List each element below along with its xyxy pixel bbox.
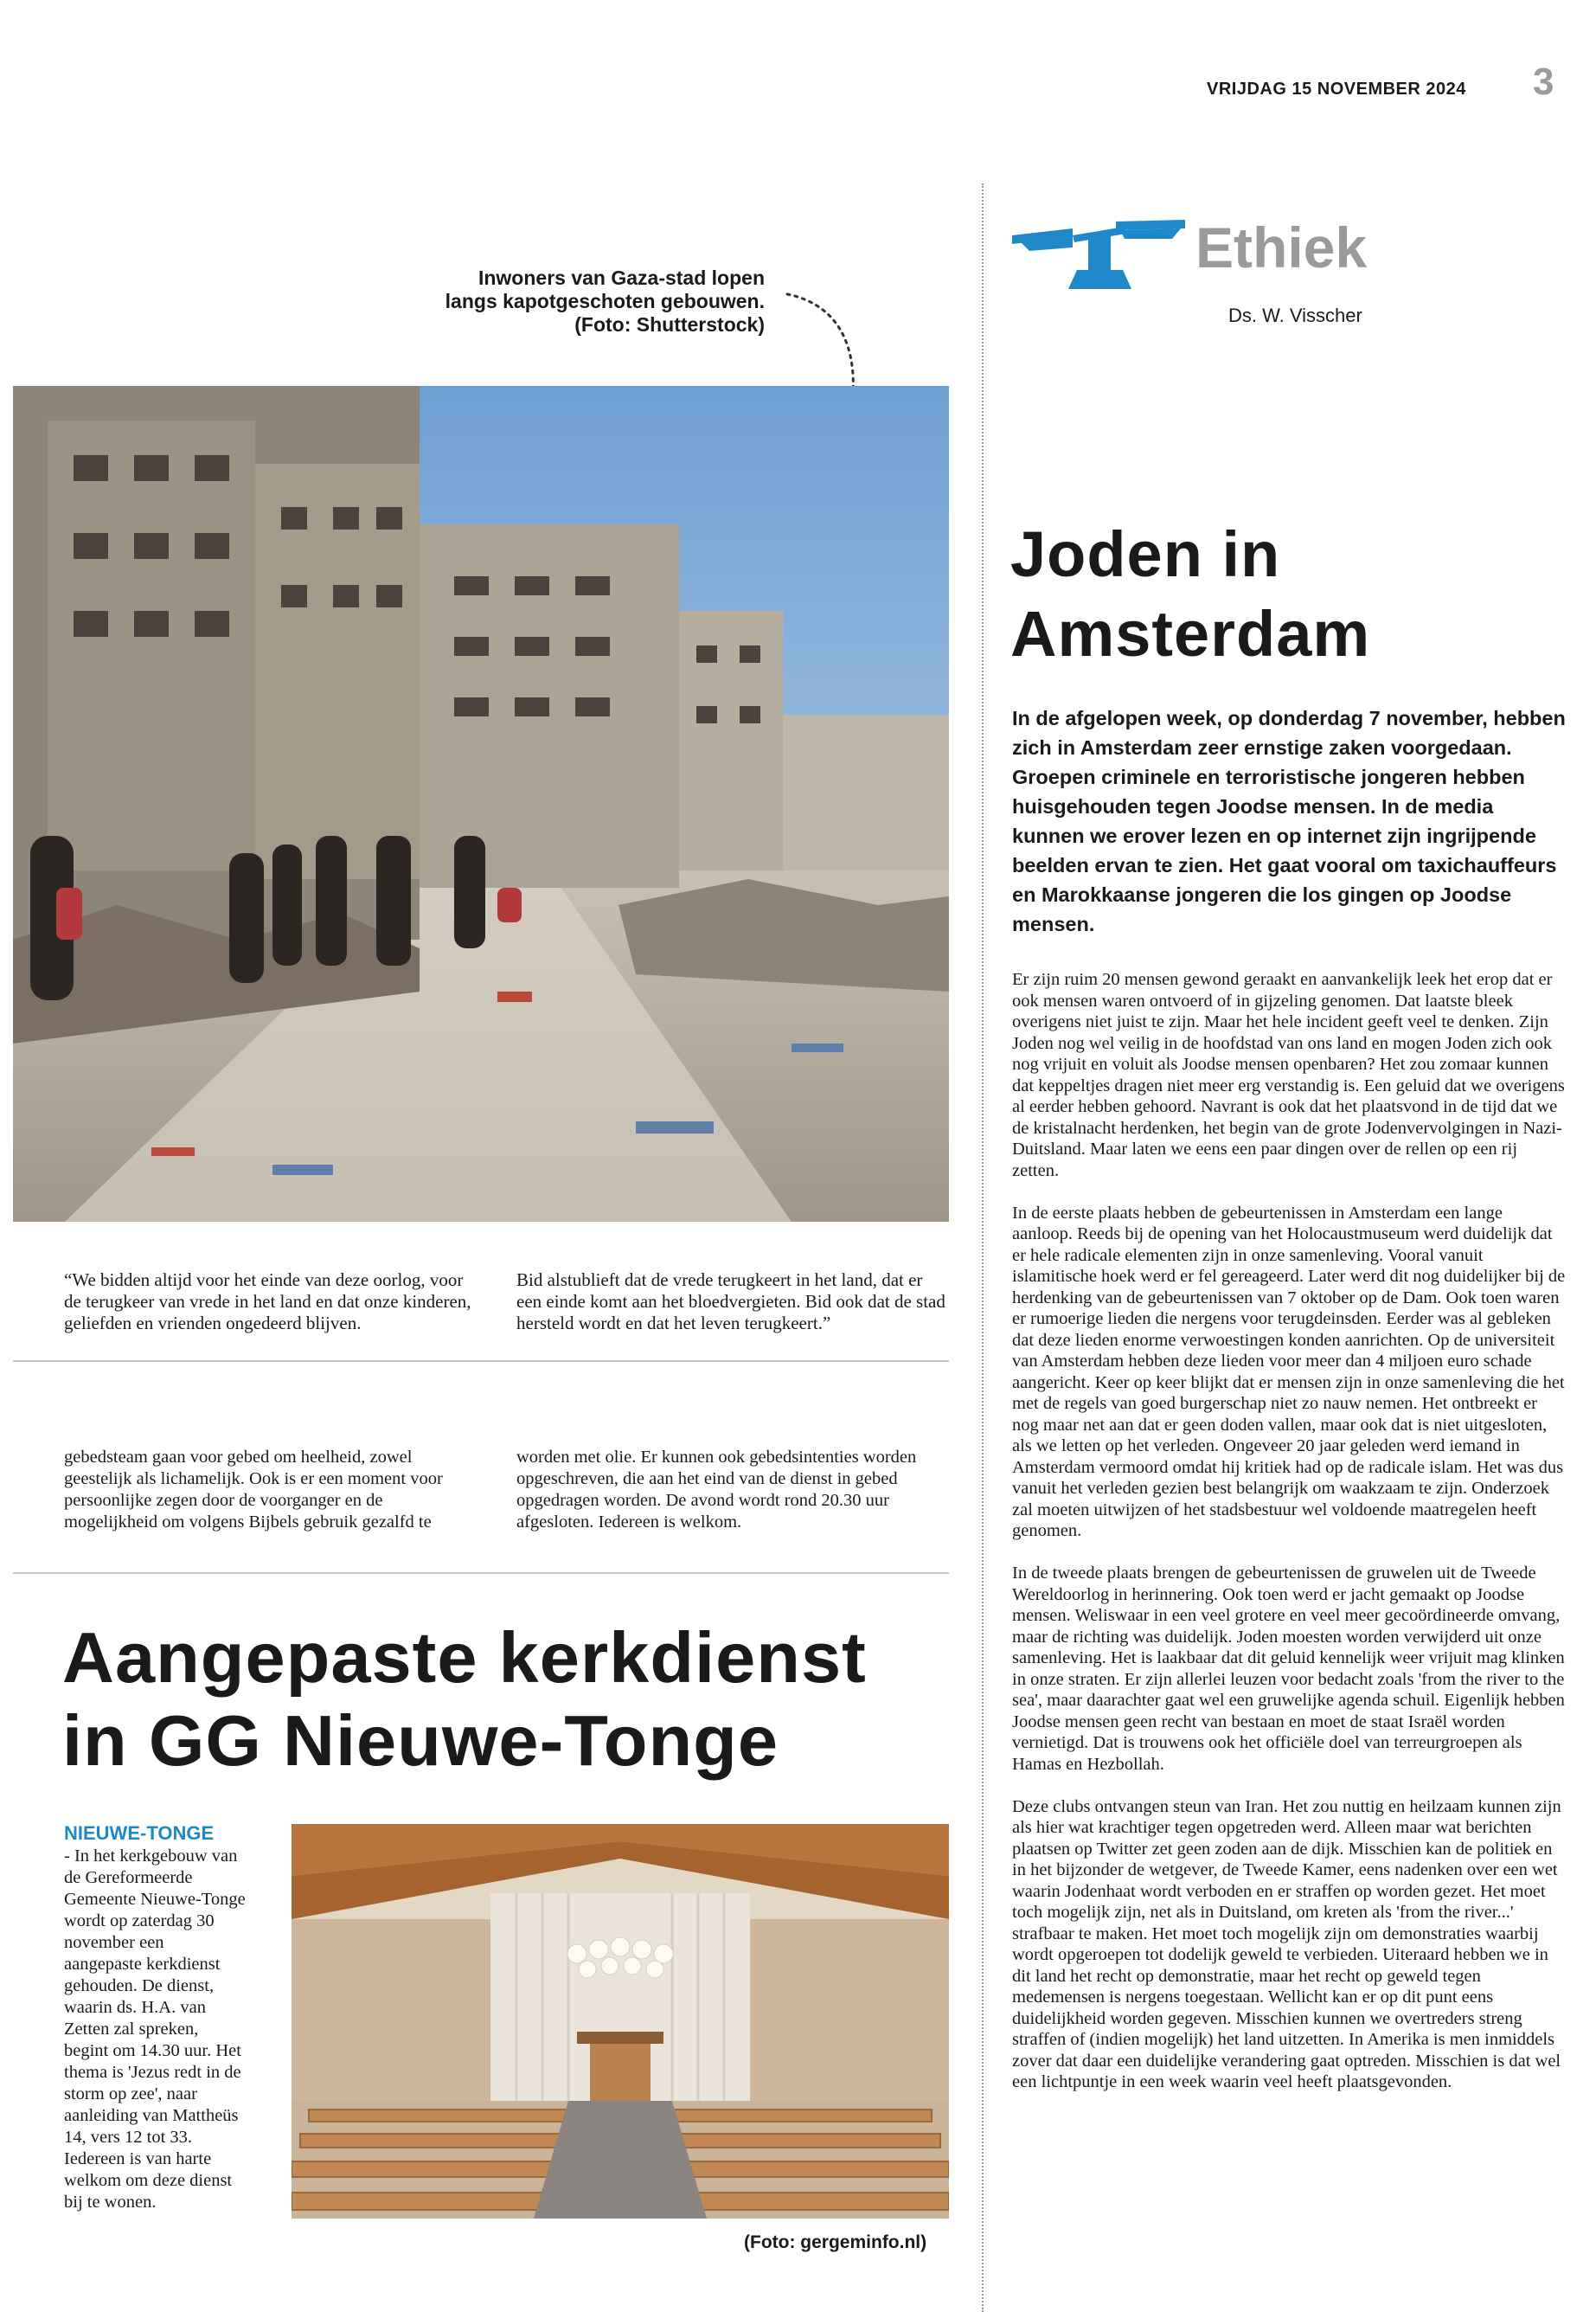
column-divider <box>982 183 984 2312</box>
headline-line-2: in GG Nieuwe-Tonge <box>62 1700 779 1781</box>
divider-rule <box>13 1360 949 1362</box>
church-article-body: - In het kerkgebouw van de Gereformeerde Gemeente Nieuwe-Tonge wordt op zaterdag 30 november een aangepaste kerkdienst gehouden. De dienst, waarin ds. H.A. van Zetten zal spreken, begint om 14.30 uur. Het thema is 'Jezus redt in de storm op zee', naar aanleiding van Mattheüs 14, vers 12 tot 33. Iedereen is van harte welkom om deze dienst bij te wonen. <box>64 1846 246 2212</box>
gaza-photo-caption: Inwoners van Gaza-stad lopen langs kapotgeschoten gebouwen.(Foto: Shutterstock) <box>445 267 765 336</box>
church-interior-photo <box>292 1824 949 2219</box>
column-paragraph: In de eerste plaats hebben de gebeurtenissen in Amsterdam een lange aanloop. Reeds bij de opening van het Holocaustmuseum werd duidelijk dat er hele radicale elementen zijn in onze samenleving. Vooral vanuit islamitische hoek werd er fel gereageerd. Later werd dit nog duidelijker bij de herdenking van de gebeurtenissen van 7 oktober op de Dam. Ook toen waren er rumoerige lieden die nergens voor terugdeinsden. Eerder was al gebleken dat deze lieden enorme verwoestingen konden aanrichten. Op de universiteit van Amsterdam hebben deze lieden voor meer dan 4 miljoen euro schade aangericht. Keer op keer blijkt dat er mensen zijn in onze samenleving die het met de regels van goed burgerschap niet zo nauw nemen. Het ontbreekt er nog maar net aan dat er geen doden vallen, maar ook dat is niet uitgesloten, als we letten op het verleden. Ongeveer 20 jaar geleden werd iemand in Amsterdam vermoord omdat hij kritiek had op de radicale islam. Het was dus vanuit het verleden gezien best belangrijk om waakzaam te zijn. Onderzoek zal moeten uitwijzen of het stadsbestuur wel voldoende maatregelen heeft genomen. <box>1012 1203 1566 1540</box>
column-headline-line-1: Joden in <box>1010 518 1281 590</box>
column-paragraph: Deze clubs ontvangen steun van Iran. Het zou nuttig en heilzaam kunnen zijn als hier wat krachtiger tegen opgetreden werd. Alleen maar wat berichten plaatsen op Twitter zet geen zoden aan de dijk. Misschien kan de politiek en in het bijzonder de wetgever, de Tweede Kamer, eens nadenken over een wet waarin Jodenhaat wordt verboden en er straffen op worden gezet. Het moet toch mogelijk zijn, net als in Duitsland, om kreten als 'from the river...' strafbaar te maken. Het moet toch mogelijk zijn om demonstraties waarbij wordt opgeroepen tot dodelijk geweld te verbieden. Uiteraard hebben we in dit land het recht op demonstratie, maar het recht op geweld tegen medemensen is nergens toegestaan. Wellicht kan er op dit punt eens duidelijkheid worden gegeven. Misschien kunnen we overtreders streng straffen of (indien mogelijk) het land uitzetten. In Amerika is men inmiddels zover dat daar een duidelijke verandering gaat optreden. Misschien is dat wel een lichtpuntje in een week waarin veel heeft plaatsgevonden. <box>1012 1796 1561 2091</box>
divider-rule <box>13 1572 949 1574</box>
church-photo-credit: (Foto: gergeminfo.nl) <box>744 2232 927 2252</box>
column-body <box>1012 969 1566 2114</box>
quote-right: Bid alstublieft dat de vrede terugkeert in het land, dat er een einde komt aan het bloedvergieten. Bid ook dat de stad hersteld wordt en dat het leven terugkeert.” <box>516 1269 945 1333</box>
quote-left: “We bidden altijd voor het einde van deze oorlog, voor de terugkeer van vrede in het land en dat onze kinderen, geliefden en vrienden ongedeerd blijven. <box>64 1269 471 1333</box>
dateline-place: NIEUWE-TONGE <box>64 1822 215 1844</box>
column-headline-line-2: Amsterdam <box>1010 598 1371 670</box>
section-title: Ethiek <box>1195 215 1368 279</box>
column-paragraph: In de tweede plaats brengen de gebeurtenissen de gruwelen uit de Tweede Wereldoorlog in herinnering. Ook toen werd er jacht gemaakt op Joodse mensen. Weliswaar in een veel grotere en veel meer gecoördineerde omvang, maar de richting was duidelijk. Joden moesten worden verwijderd uit onze samenleving. Het is laakbaar dat dit geluid kennelijk weer vrijuit mag klinken in onze straten. Er zijn allerlei leuzen voor bedacht zoals 'from the river to the sea', maar daarachter gaat wel een gruwelijke agenda schuil. Eigenlijk hebben Joodse mensen geen recht van bestaan en moet de staat Israël worden vernietigd. Dat is trouwens ook het officiële doel van terreurgroepen als Hamas en Hezbollah. <box>1012 1564 1565 1774</box>
column-lead: In de afgelopen week, op donderdag 7 november, hebben zich in Amsterdam zeer ernstige zaken voorgedaan. Groepen criminele en terroristische jongeren hebben huisgehouden tegen Joodse mensen. In de media kunnen we erover lezen en op internet zijn ingrijpende beelden ervan te zien. Het gaat vooral om taxichauffeurs en Marokkaanse jongeren die los gingen op Joodse mensen. <box>1012 707 1566 935</box>
column-paragraph: Er zijn ruim 20 mensen gewond geraakt en aanvankelijk leek het erop dat er ook mensen waren ontvoerd of in gijzeling genomen. Dat laatste bleek overigens niet juist te zijn. Maar het hele incident geeft veel te denken. Zijn Joden nog wel veilig in de hoofdstad van ons land en mogen Joden zich ook nog vrijuit en voluit als Joodse mensen openbaren? Het zou zomaar kunnen dat keppeltjes dragen niet meer erg verstandig is. Een geluid dat we overigens al eerder hebben gehoord. Navrant is ook dat het plaatsvond in de tijd dat we de kristalnacht herdenken, het begin van de grote Jodenvervolgingen in Nazi-Duitsland. Maar laten we eens een paar dingen over de rellen op een rij zetten. <box>1012 970 1565 1180</box>
gaza-street-photo <box>13 386 949 1222</box>
church-article-headline <box>62 1616 953 1782</box>
scales-icon <box>1012 216 1185 294</box>
page-number: 3 <box>1533 61 1554 103</box>
column-headline <box>1010 515 1564 674</box>
issue-date: VRIJDAG 15 NOVEMBER 2024 <box>1207 80 1466 99</box>
headline-line-1: Aangepaste kerkdienst <box>62 1617 867 1698</box>
continued-text-left: gebedsteam gaan voor gebed om heelheid, zowel geestelijk als lichamelijk. Ook is er een moment voor persoonlijke zegen door de voorganger en de mogelijkheid om volgens Bijbels gebruik gezalfd te <box>64 1448 443 1532</box>
column-author: Ds. W. Visscher <box>1228 305 1362 326</box>
continued-text-right: worden met olie. Er kunnen ook gebedsintenties worden opgeschreven, die aan het eind van de dienst in gebed opgedragen worden. De avond wordt rond 20.30 uur afgesloten. Iedereen is welkom. <box>516 1448 917 1532</box>
